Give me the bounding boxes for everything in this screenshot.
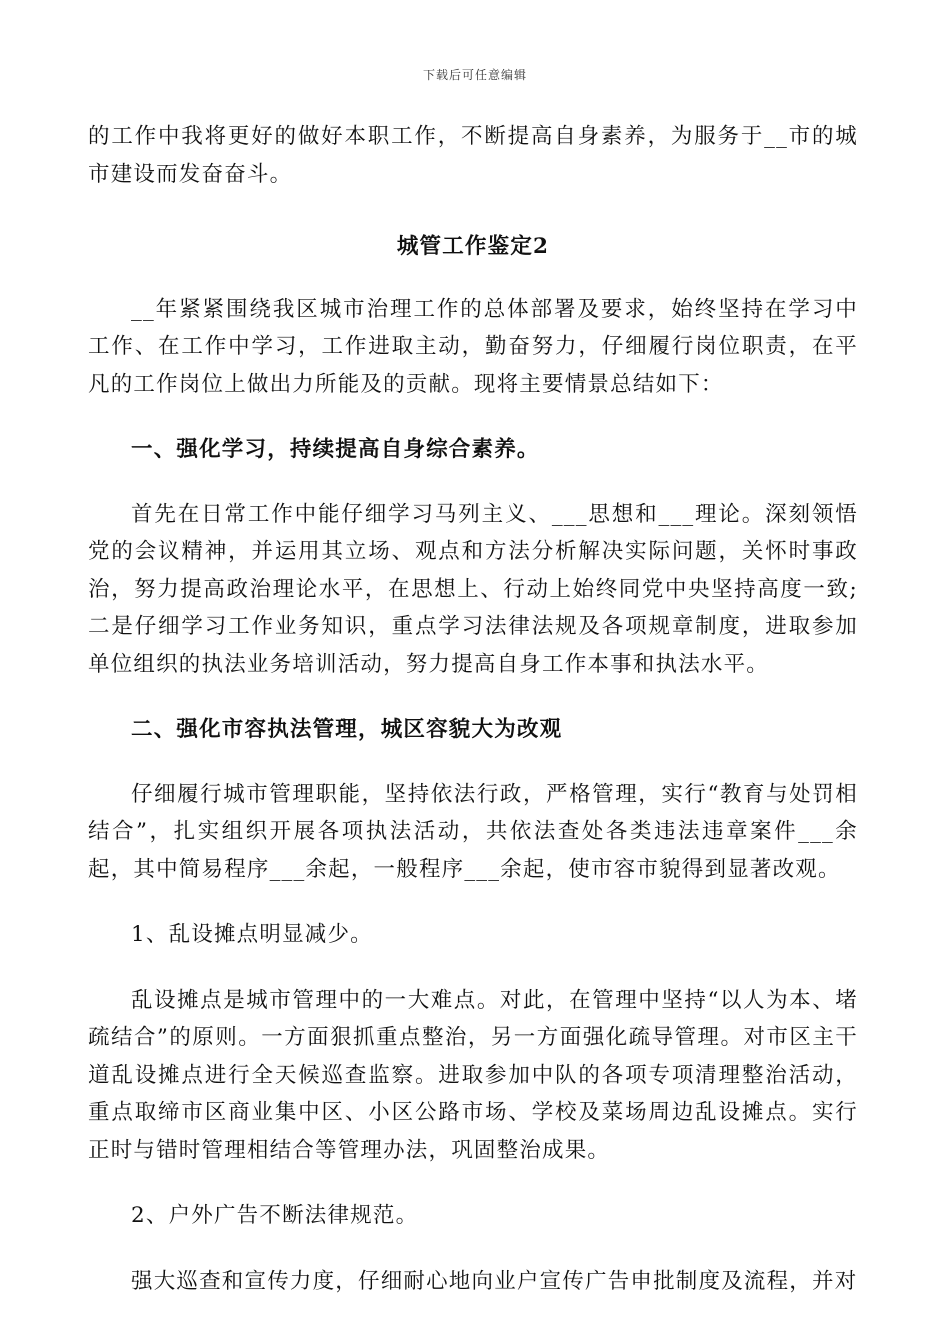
item-2: 2、户外广告不断法律规范。 [131, 1203, 419, 1228]
stalls-paragraph: 乱设摊点是城市管理中的一大难点。对此，在管理中坚持“以人为本、堵疏结合”的原则。一方面狠抓重点整治，另一方面强化疏导管理。对市区主干道乱设摊点进行全天候巡查监察。进取参加中队的各项专项清理整治活动，重点取缔市区商业集中区、小区公路市场、学校及菜场周边乱设摊点。实行正时与错时管理相结合等管理办法，巩固整治成果。 [88, 987, 858, 1163]
intro-paragraph: __年紧紧围绕我区城市治理工作的总体部署及要求，始终坚持在学习中工作、在工作中学习，工作进取主动，勤奋努力，仔细履行岗位职责，在平凡的工作岗位上做出力所能及的贡献。现将主要情景总结如下： [88, 296, 858, 397]
section-title: 城管工作鉴定2 [396, 234, 550, 259]
study-paragraph: 首先在日常工作中能仔细学习马列主义、___思想和___理论。深刻领悟党的会议精神，并运用其立场、观点和方法分析解决实际问题，关怀时事政治，努力提高政治理论水平，在思想上、行动上始终同党中央坚持高度一致;二是仔细学习工作业务知识，重点学习法律法规及各项规章制度，进取参加单位组织的执法业务培训活动，努力提高自身工作本事和执法水平。 [88, 501, 858, 677]
continued-paragraph: 的工作中我将更好的做好本职工作，不断提高自身素养，为服务于__市的城市建设而发奋奋斗。 [88, 124, 858, 187]
document-body [88, 118, 858, 1300]
item-1: 1、乱设摊点明显减少。 [131, 922, 373, 947]
heading-1: 一、强化学习，持续提高自身综合素养。 [131, 437, 540, 462]
header-note: 下载后可任意编辑 [422, 68, 527, 82]
heading-2: 二、强化市容执法管理，城区容貌大为改观 [131, 717, 563, 742]
enforcement-paragraph: 仔细履行城市管理职能，坚持依法行政，严格管理，实行“教育与处罚相结合”，扎实组织开展各项执法活动，共依法查处各类违法违章案件___余起，其中简易程序___余起，一般程序___余起，使市容市貌得到显著改观。 [88, 781, 858, 882]
ads-paragraph: 强大巡查和宣传力度，仔细耐心地向业户宣传广告申批制度及流程，并对 [131, 1268, 858, 1294]
